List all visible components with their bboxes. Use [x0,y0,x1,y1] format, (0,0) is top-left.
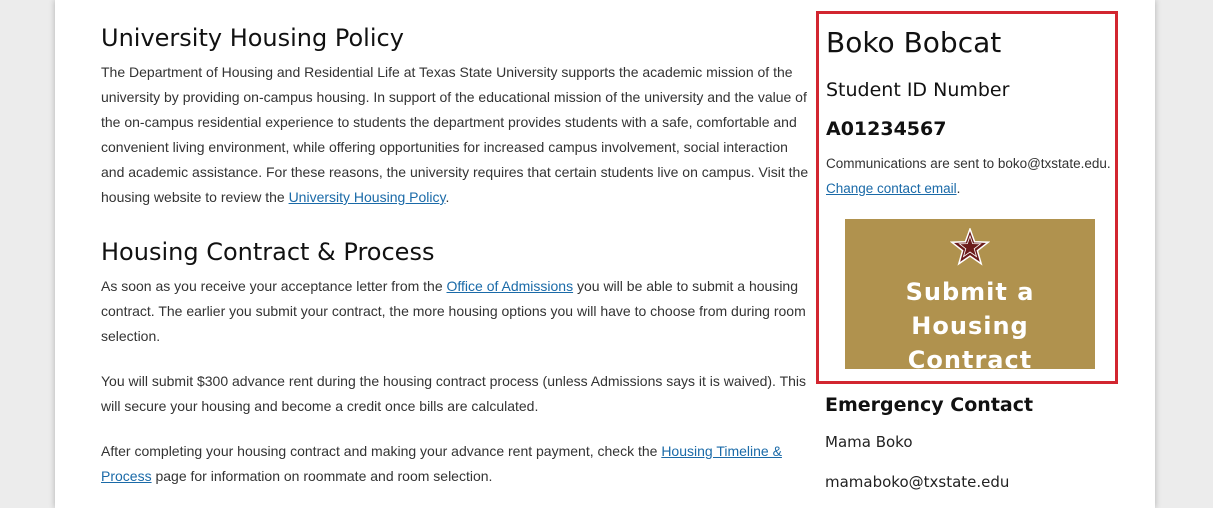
housing-policy-title: University Housing Policy [101,24,404,52]
star-icon [950,228,990,266]
emergency-contact-section [825,392,1125,492]
emergency-contact-name: Mama Boko [825,433,913,451]
submit-housing-contract-button[interactable] [845,219,1095,374]
housing-contract-section [101,236,813,489]
page-container [55,0,1155,508]
emergency-contact-title: Emergency Contact [825,394,1034,416]
housing-timeline-link[interactable]: Housing Timeline & Process [101,443,782,484]
change-contact-email-link[interactable]: Change contact email [826,181,957,196]
housing-contract-title: Housing Contract & Process [101,238,435,266]
student-name: Boko Bobcat [826,26,1002,59]
contract-paragraph-3: After completing your housing contract and making your advance rent payment, check the Housing Timeline & Process page for information on roommate and room selection. [101,443,782,484]
contract-paragraph-2: You will submit $300 advance rent during the housing contract process (unless Admissions says it is waived). This will secure your housing and become a credit once bills are calculated. [101,373,807,414]
student-id-label: Student ID Number [826,79,1010,101]
student-info-panel [816,11,1118,384]
submit-contract-button-text: Submit a Housing Contract [905,278,1035,374]
emergency-contact-email: mamaboko@txstate.edu [825,473,1010,491]
student-id-value: A01234567 [826,118,947,140]
contract-paragraph-1: As soon as you receive your acceptance letter from the Office of Admissions you will be able to submit a housing contract. The earlier you submit your contract, the more housing options you will have to choose from during room selection. [101,278,806,344]
housing-policy-text: The Department of Housing and Residential Life at Texas State University supports the academic mission of the university by providing on-campus housing. In support of the educational mission of the university and the value of the on-campus residential experience to students the department provides students with a safe, comfortable and convenient living environment, while offering opportunities for increased campus involvement, social interaction and academic assistance. For these reasons, the university requires that certain students live on campus. Visit the housing website to review the University Housing Policy. [101,64,809,205]
communications-text: Communications are sent to boko@txstate.edu. Change contact email. [826,156,1111,196]
housing-policy-section [101,22,813,210]
university-housing-policy-link[interactable]: University Housing Policy [288,189,446,205]
main-content [101,22,813,508]
office-of-admissions-link[interactable]: Office of Admissions [446,278,574,294]
